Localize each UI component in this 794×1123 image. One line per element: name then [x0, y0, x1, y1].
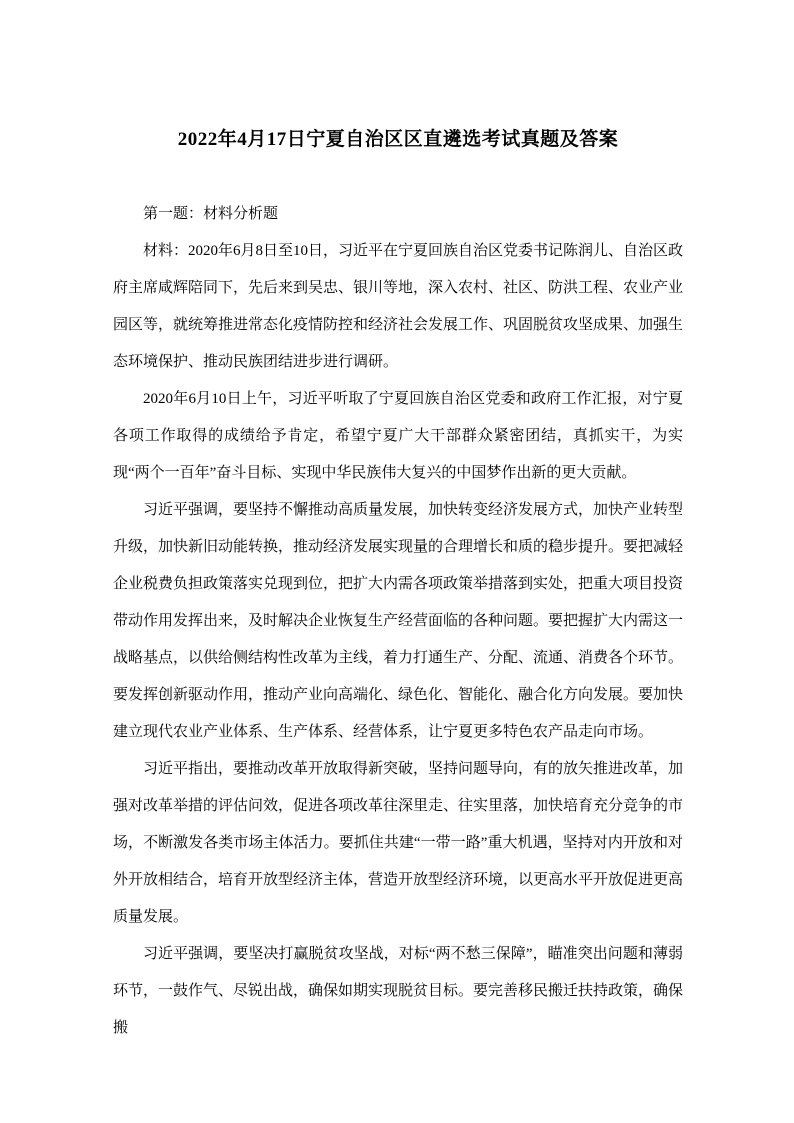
paragraph-reform-opening: 习近平指出，要推动改革开放取得新突破，坚持问题导向，有的放矢推进改革，加强对改革举措的评估问效，促进各项改革往深里走、往实里落，加快培育充分竞争的市场，不断激发各类市场主体活力。要抓住共建“一带一路”重大机遇，坚持对内开放和对外开放相结合，培育开放型经济主体，营造开放型经济环境，以更高水平开放促进更高质量发展。 — [113, 761, 684, 925]
paragraph-development-emphasis: 习近平强调，要坚持不懈推动高质量发展，加快转变经济发展方式，加快产业转型升级，加快新旧动能转换，推动经济发展实现量的合理增长和质的稳步提升。要把减轻企业税费负担政策落实兑现到位，把扩大内需各项政策举措落到实处，把重大项目投资带动作用发挥出来，及时解决企业恢复生产经营面临的各种问题。要把握扩大内需这一战略基点，以供给侧结构性改革为主线，着力打通生产、分配、流通、消费各个环节。要发挥创新驱动作用，推动产业向高端化、绿色化、智能化、融合化方向发展。要加快建立现代农业产业体系、生产体系、经营体系，让宁夏更多特色农产品走向市场。 — [113, 502, 684, 740]
paragraph-material-intro: 材料：2020年6月8日至10日，习近平在宁夏回族自治区党委书记陈润儿、自治区政府主席咸辉陪同下，先后来到吴忠、银川等地，深入农村、社区、防洪工程、农业产业园区等，就统筹推进常态化疫情防控和经济社会发展工作、巩固脱贫攻坚成果、加强生态环境保护、推动民族团结进步进行调研。 — [113, 243, 684, 370]
paragraph-report-summary: 2020年6月10日上午，习近平听取了宁夏回族自治区党委和政府工作汇报，对宁夏各项工作取得的成绩给予肯定，希望宁夏广大干部群众紧密团结，真抓实干，为实现“两个一百年”奋斗目标、实现中华民族伟大复兴的中国梦作出新的更大贡献。 — [113, 391, 683, 481]
document-body — [113, 196, 683, 1047]
paragraph-poverty-alleviation: 习近平强调，要坚决打赢脱贫攻坚战，对标“两不愁三保障”，瞄准突出问题和薄弱环节，一鼓作气、尽锐出战，确保如期实现脱贫目标。要完善移民搬迁扶持政策，确保搬 — [113, 946, 684, 1036]
document-title: 2022年4月17日宁夏自治区区直遴选考试真题及答案 — [177, 129, 619, 150]
paragraph-question-heading: 第一题：材料分析题 — [143, 206, 279, 222]
